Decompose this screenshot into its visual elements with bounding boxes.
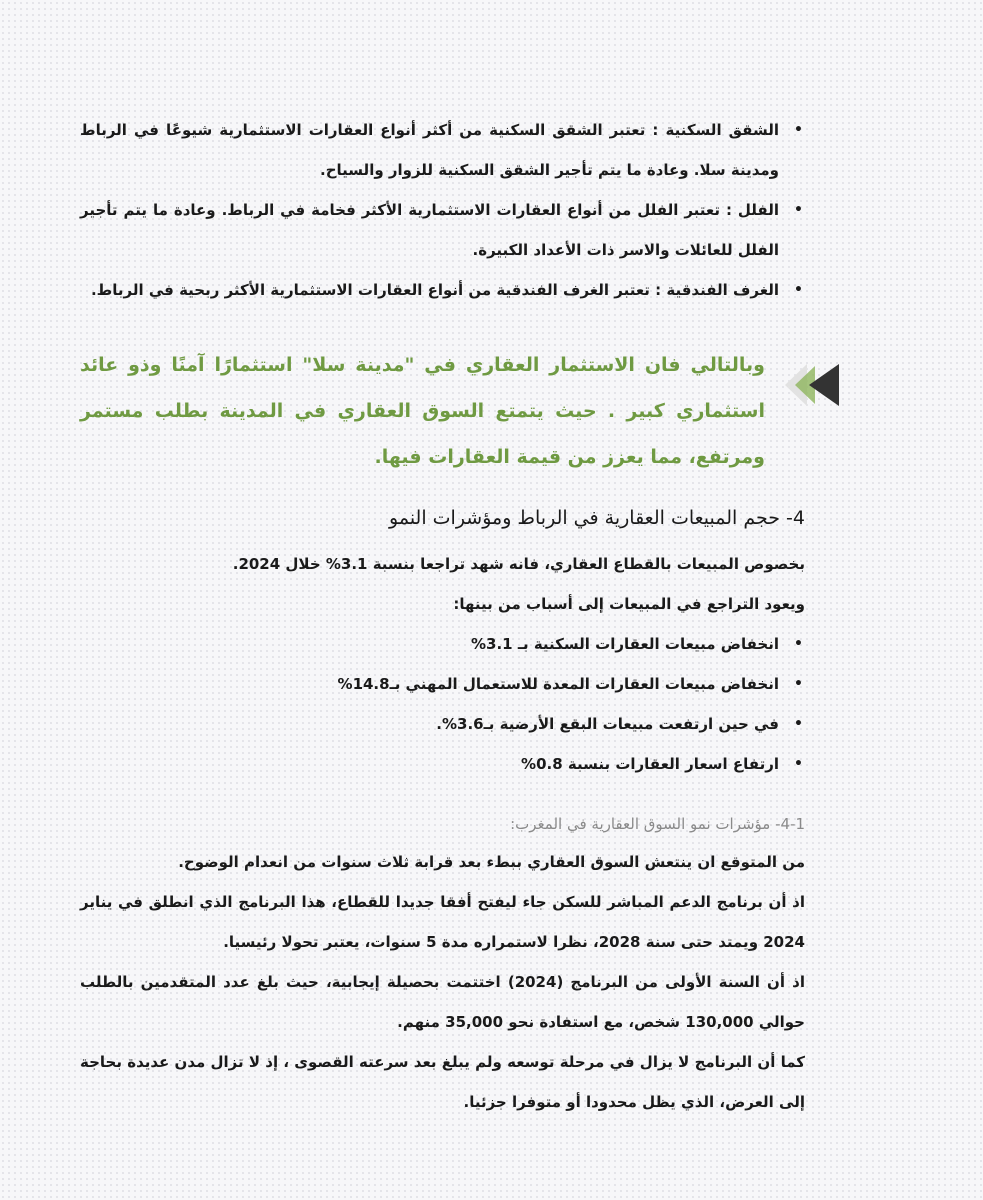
quote-text: وبالتالي فان الاستثمار العقاري في "مدينة سلا" استثمارًا آمنًا وذو عائد استثماري كبير . حيث يتمتع السوق العقاري في المدينة بطلب مستمر ومرتفع، مما يعزز من قيمة العقارات فيها. — [80, 354, 765, 468]
list-item: • الفلل : تعتبر الفلل من أنواع العقارات الاستثمارية الأكثر فخامة في الرباط. وعادة ما يتم تأجير الفلل للعائلات والاسر ذات الأعداد الكبيرة. — [80, 190, 805, 270]
paragraph: بخصوص المبيعات بالقطاع العقاري، فانه شهد تراجعا بنسبة 3.1% خلال 2024. — [232, 555, 805, 573]
reasons-list — [80, 624, 805, 784]
list-item: • انخفاض مبيعات العقارات السكنية بـ 3.1% — [80, 624, 805, 664]
list-item: • ارتفاع اسعار العقارات بنسبة 0.8% — [80, 744, 805, 784]
list-item: • انخفاض مبيعات العقارات المعدة للاستعمال المهني بـ14.8% — [80, 664, 805, 704]
document-page — [80, 110, 805, 1122]
highlight-quote — [80, 342, 765, 480]
list-item: • الغرف الفندقية : تعتبر الغرف الفندقية من أنواع العقارات الاستثمارية الأكثر ربحية في الرباط. — [80, 270, 805, 310]
arrow-marker-icon — [785, 364, 841, 406]
subheading: 4-1- مؤشرات نمو السوق العقارية في المغرب: — [510, 815, 805, 833]
paragraph: كما أن البرنامج لا يزال في مرحلة توسعه ولم يبلغ بعد سرعته القصوى ، إذ لا تزال مدن عديدة بحاجة إلى العرض، الذي يظل محدودا أو متوفرا جزئيا. — [80, 1053, 805, 1111]
property-types-list — [80, 110, 805, 310]
list-item: • في حين ارتفعت مبيعات البقع الأرضية بـ3.6%. — [80, 704, 805, 744]
paragraph: من المتوقع ان ينتعش السوق العقاري ببطء بعد قرابة ثلاث سنوات من انعدام الوضوح. — [178, 853, 805, 871]
paragraph: اذ أن السنة الأولى من البرنامج (2024) اختتمت بحصيلة إيجابية، حيث بلغ عدد المتقدمين بالطلب حوالي 130,000 شخص، مع استفادة نحو 35,000 منهم. — [80, 973, 805, 1031]
paragraph: اذ أن برنامج الدعم المباشر للسكن جاء ليفتح أفقا جديدا للقطاع، هذا البرنامج الذي انطلق في يناير 2024 ويمتد حتى سنة 2028، نظرا لاستمراره مدة 5 سنوات، يعتبر تحولا رئيسيا. — [80, 893, 805, 951]
paragraph: ويعود التراجع في المبيعات إلى أسباب من بينها: — [453, 595, 805, 613]
section-heading: 4- حجم المبيعات العقارية في الرباط ومؤشرات النمو — [389, 507, 805, 529]
list-item: • الشقق السكنية : تعتبر الشقق السكنية من أكثر أنواع العقارات الاستثمارية شيوعًا في الرباط ومدينة سلا. وعادة ما يتم تأجير الشقق السكنية للزوار والسياح. — [80, 110, 805, 190]
